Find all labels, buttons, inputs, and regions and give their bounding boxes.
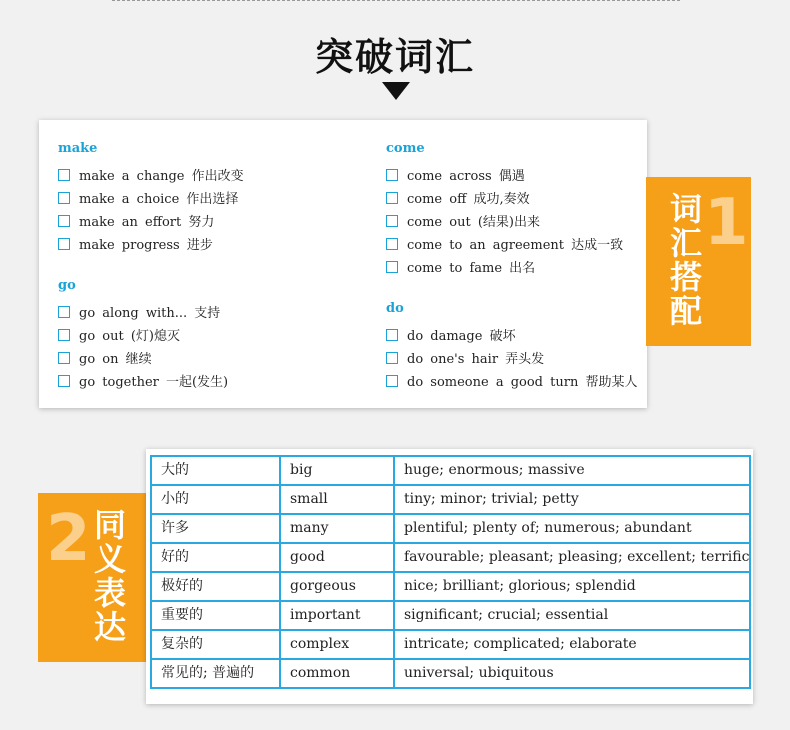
- group-make: [58, 141, 244, 257]
- table-cell-chinese: 小的: [151, 485, 280, 514]
- list-item: come to an agreement 达成一致: [386, 234, 623, 257]
- table-cell-chinese: 重要的: [151, 601, 280, 630]
- table-row: [151, 659, 750, 688]
- group-do: [386, 301, 637, 394]
- table-cell-word: good: [280, 543, 394, 572]
- table-cell-word: big: [280, 456, 394, 485]
- badge-number: 1: [704, 186, 749, 260]
- group-heading: come: [386, 141, 425, 156]
- list-item: do one's hair 弄头发: [386, 348, 637, 371]
- list-item: come to fame 出名: [386, 257, 623, 280]
- table-cell-chinese: 大的: [151, 456, 280, 485]
- section-badge-collocations: [646, 177, 751, 346]
- table-cell-synonyms: huge; enormous; massive: [394, 456, 750, 485]
- checkbox-icon: [58, 169, 70, 181]
- table-cell-chinese: 好的: [151, 543, 280, 572]
- table-cell-chinese: 许多: [151, 514, 280, 543]
- group-heading: go: [58, 278, 76, 293]
- table-cell-synonyms: intricate; complicated; elaborate: [394, 630, 750, 659]
- table-row: [151, 572, 750, 601]
- checkbox-icon: [58, 238, 70, 250]
- badge-number: 2: [46, 502, 91, 576]
- checkbox-icon: [386, 375, 398, 387]
- checkbox-icon: [58, 192, 70, 204]
- list-item: make an effort 努力: [58, 211, 244, 234]
- collocation-card: [39, 120, 647, 408]
- table-cell-word: gorgeous: [280, 572, 394, 601]
- top-dashed-divider: [112, 0, 680, 1]
- table-row: [151, 543, 750, 572]
- table-cell-word: complex: [280, 630, 394, 659]
- badge-label: 同义表达: [93, 506, 126, 646]
- down-triangle-icon: [382, 82, 410, 100]
- list-item: make a choice 作出选择: [58, 188, 244, 211]
- checkbox-icon: [58, 306, 70, 318]
- group-heading: make: [58, 141, 98, 156]
- checkbox-icon: [58, 352, 70, 364]
- list-item: do damage 破坏: [386, 325, 637, 348]
- table-cell-word: small: [280, 485, 394, 514]
- list-item: go out (灯)熄灭: [58, 325, 228, 348]
- checkbox-icon: [386, 238, 398, 250]
- table-row: [151, 601, 750, 630]
- table-cell-chinese: 常见的; 普遍的: [151, 659, 280, 688]
- table-cell-synonyms: plentiful; plenty of; numerous; abundant: [394, 514, 750, 543]
- list-item: go on 继续: [58, 348, 228, 371]
- checkbox-icon: [386, 329, 398, 341]
- list-item: make progress 进步: [58, 234, 244, 257]
- table-cell-synonyms: nice; brilliant; glorious; splendid: [394, 572, 750, 601]
- table-cell-word: common: [280, 659, 394, 688]
- checkbox-icon: [386, 169, 398, 181]
- checkbox-icon: [386, 261, 398, 273]
- list-item: come across 偶遇: [386, 165, 623, 188]
- page-title: 突破词汇: [314, 35, 475, 79]
- table-cell-synonyms: universal; ubiquitous: [394, 659, 750, 688]
- table-cell-chinese: 极好的: [151, 572, 280, 601]
- table-cell-synonyms: favourable; pleasant; pleasing; excellent; terrific: [394, 543, 750, 572]
- checkbox-icon: [386, 192, 398, 204]
- table-row: [151, 514, 750, 543]
- table-cell-word: many: [280, 514, 394, 543]
- table-row: [151, 630, 750, 659]
- table-row: [151, 485, 750, 514]
- list-item: come off 成功,奏效: [386, 188, 623, 211]
- badge-label: 词汇搭配: [669, 190, 702, 330]
- list-item: go together 一起(发生): [58, 371, 228, 394]
- group-go: [58, 278, 228, 394]
- synonym-card: [146, 449, 753, 704]
- synonym-table: [150, 455, 751, 689]
- table-cell-synonyms: tiny; minor; trivial; petty: [394, 485, 750, 514]
- table-cell-synonyms: significant; crucial; essential: [394, 601, 750, 630]
- table-row: [151, 456, 750, 485]
- group-heading: do: [386, 301, 404, 316]
- table-cell-chinese: 复杂的: [151, 630, 280, 659]
- table-cell-word: important: [280, 601, 394, 630]
- checkbox-icon: [58, 215, 70, 227]
- section-badge-synonyms: [38, 493, 146, 662]
- checkbox-icon: [386, 352, 398, 364]
- list-item: come out (结果)出来: [386, 211, 623, 234]
- list-item: do someone a good turn 帮助某人: [386, 371, 637, 394]
- checkbox-icon: [58, 375, 70, 387]
- list-item: make a change 作出改变: [58, 165, 244, 188]
- checkbox-icon: [386, 215, 398, 227]
- checkbox-icon: [58, 329, 70, 341]
- group-come: [386, 141, 623, 280]
- list-item: go along with... 支持: [58, 302, 228, 325]
